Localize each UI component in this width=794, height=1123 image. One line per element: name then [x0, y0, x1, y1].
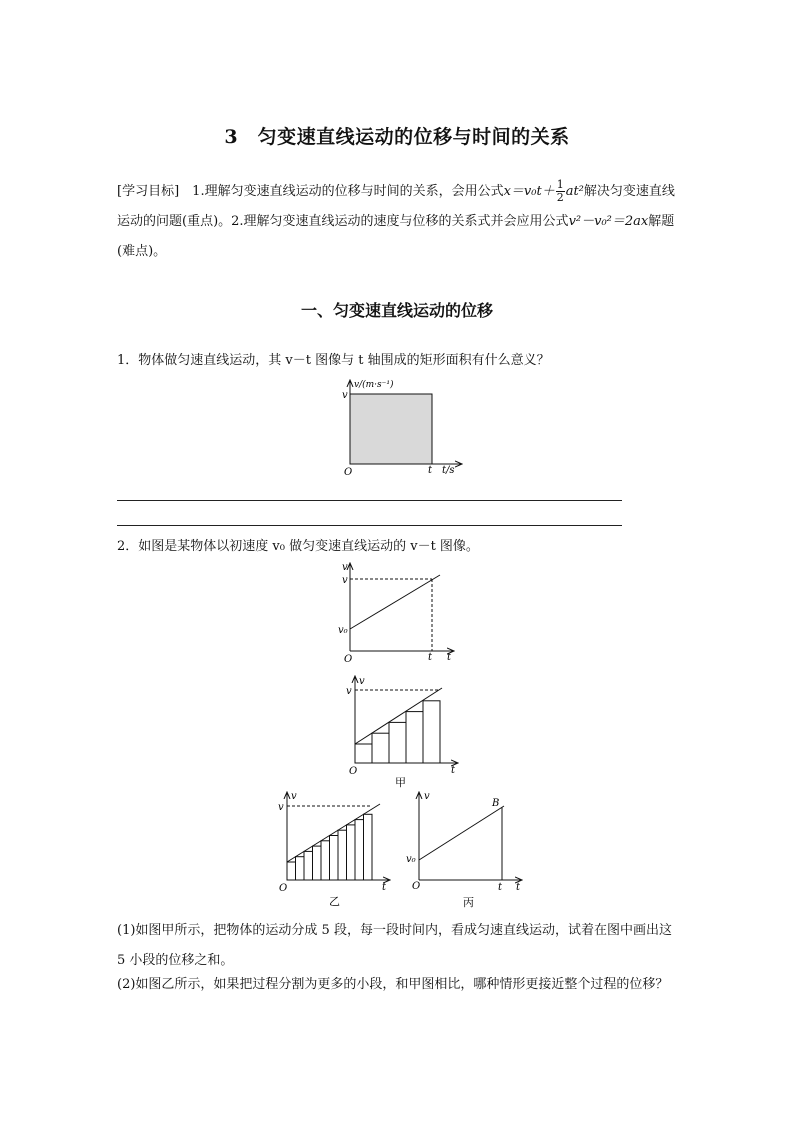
y-axis-label: v	[291, 791, 297, 802]
origin-label: O	[349, 766, 358, 777]
v-label: v	[278, 802, 284, 813]
t-label: t	[428, 652, 433, 663]
velocity-line	[287, 804, 380, 862]
step-bar	[389, 722, 406, 763]
question-1: 1．物体做匀速直线运动，其 v－t 图像与 t 轴围成的矩形面积有什么意义？	[117, 353, 550, 368]
step-bar	[364, 814, 373, 880]
velocity-line	[350, 575, 440, 629]
origin-label: O	[279, 883, 288, 894]
y-axis-label: v	[342, 562, 348, 573]
origin-label: O	[344, 654, 353, 665]
question-2: 2．如图是某物体以初速度 v₀ 做匀变速直线运动的 v－t 图像。	[117, 539, 479, 554]
objectives-part2: 解决匀变速直线运动的问题(重点)。2.理解匀变速直线运动的速度与位移的关系式并会应用公式	[117, 184, 675, 229]
y-axis-label: v/(m·s⁻¹)	[354, 380, 394, 390]
y-axis-label: v	[424, 791, 430, 802]
figure-bing	[406, 791, 522, 909]
y-axis-label: v	[359, 676, 365, 687]
section-heading: 一、匀变速直线运动的位移	[300, 301, 493, 320]
v-label: v	[342, 390, 348, 401]
step-bar	[296, 857, 305, 880]
area-rectangle	[350, 394, 432, 464]
fraction-denominator: 2	[556, 191, 564, 204]
step-bar	[338, 830, 347, 880]
fraction-numerator: 1	[556, 178, 564, 191]
step-bar	[321, 841, 330, 880]
velocity-line	[419, 806, 504, 860]
figure-jia	[346, 676, 458, 789]
origin-label: O	[344, 467, 353, 478]
formula1-rhs: at²	[565, 184, 584, 199]
step-bar	[406, 712, 423, 763]
figure-caption: 丙	[463, 896, 474, 909]
figure-yi	[278, 791, 390, 908]
objectives-tag: [学习目标]	[117, 184, 180, 199]
step-bars	[287, 814, 372, 880]
objectives-part1: 1.理解匀变速直线运动的位移与时间的关系，会用公式	[192, 184, 504, 199]
point-b-label: B	[492, 798, 500, 809]
formula1-lhs: x＝v₀t＋	[503, 184, 555, 199]
origin-label: O	[412, 881, 421, 892]
velocity-line	[355, 688, 442, 744]
step-bar	[423, 701, 440, 763]
figure-uniform-motion	[342, 379, 462, 478]
step-bar	[372, 733, 389, 763]
page-title: 3 匀变速直线运动的位移与时间的关系	[224, 126, 570, 148]
v0-label: v₀	[406, 854, 416, 865]
t-label: t	[428, 465, 433, 476]
step-bar	[355, 744, 372, 763]
x-axis-label: t/s	[442, 465, 455, 476]
step-bar	[330, 836, 339, 881]
x-axis-label: t	[382, 882, 387, 893]
figure-caption: 乙	[329, 895, 340, 908]
step-bar	[304, 851, 313, 880]
sub-question-2: (2)如图乙所示，如果把过程分割为更多的小段，和甲图相比，哪种情形更接近整个过程的位移？	[117, 977, 669, 992]
v0-label: v₀	[338, 625, 348, 636]
objectives-part3: 解题(难点)。	[117, 214, 675, 259]
x-axis-label: t	[447, 652, 452, 663]
figure-caption: 甲	[395, 776, 406, 789]
t-label: t	[498, 882, 503, 893]
x-axis-label: t	[451, 765, 456, 776]
step-bar	[355, 820, 364, 880]
figure-accelerated-motion	[338, 562, 454, 665]
step-bars	[355, 701, 440, 763]
v-label: v	[346, 686, 352, 697]
formula2: v²－v₀²＝2ax	[568, 214, 649, 229]
x-axis-label: t	[516, 882, 521, 893]
step-bar	[313, 846, 322, 880]
v-label: v	[342, 575, 348, 586]
step-bar	[287, 862, 296, 880]
sub-question-1: (1)如图甲所示，把物体的运动分成 5 段，每一段时间内，看成匀速直线运动，试着在图中画出这 5 小段的位移之和。	[117, 923, 672, 968]
step-bar	[347, 825, 356, 880]
